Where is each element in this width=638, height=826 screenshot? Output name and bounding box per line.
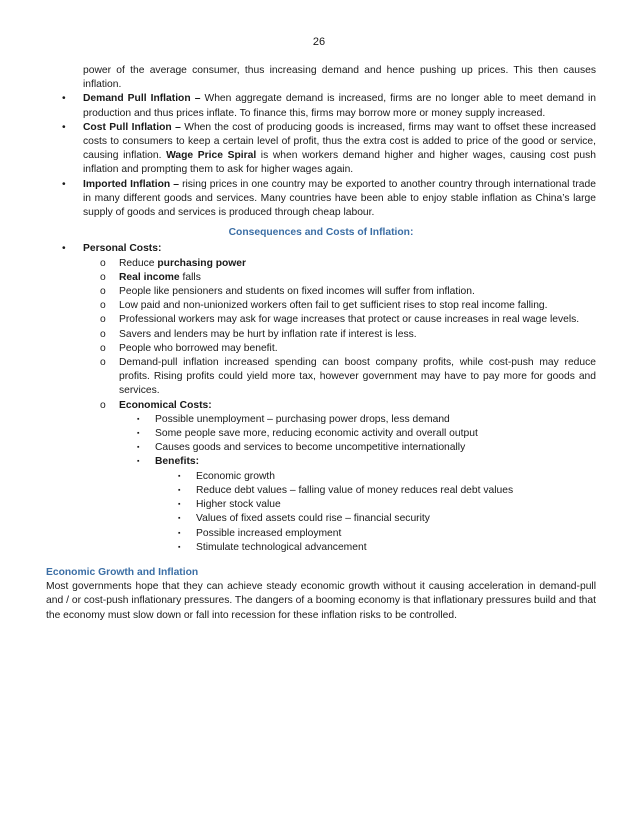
- benefits-label: Benefits:: [155, 456, 200, 468]
- personal-cost-item: [100, 271, 596, 285]
- demand-pull-text: When aggregate demand is increased, firms are no longer able to meet demand in production and thus prices inflate. To finance this, firms may borrow more or money supply increased.: [83, 93, 596, 119]
- circle-bullet-icon: o: [100, 314, 106, 326]
- cost-pull-title: Cost Pull Inflation –: [83, 121, 181, 133]
- circle-bullet-icon: o: [100, 257, 106, 269]
- personal-cost-text: Demand-pull inflation increased spending can boost company profits, while cost-push may reduce profits. Rising profits could yield more tax, however government may have to pay more for goods and services.: [119, 357, 596, 397]
- circle-bullet-icon: o: [100, 300, 106, 312]
- square-bullet-icon: ▪: [178, 472, 181, 480]
- benefit-text: Possible increased employment: [196, 527, 342, 539]
- economical-costs-item: [100, 399, 596, 413]
- square-bullet-icon: ▪: [137, 458, 140, 466]
- demand-pull-item: [62, 92, 596, 120]
- personal-cost-item: [100, 285, 596, 299]
- personal-cost-text: People who borrowed may benefit.: [119, 342, 278, 354]
- personal-cost-item: [100, 313, 596, 327]
- wage-price-spiral-term: Wage Price Spiral: [166, 150, 257, 162]
- benefits-item: [137, 455, 596, 469]
- page-content: [46, 64, 596, 623]
- personal-cost-item: [100, 328, 596, 342]
- personal-cost-item: [100, 356, 596, 399]
- benefit-item: [178, 541, 596, 555]
- economical-costs-label: Economical Costs:: [119, 399, 212, 411]
- personal-cost-text: Professional workers may ask for wage increases that protect or cause increases in real wage levels.: [119, 314, 580, 326]
- personal-costs-list: [46, 257, 596, 399]
- square-bullet-icon: ▪: [178, 501, 181, 509]
- personal-cost-text: People like pensioners and students on fixed incomes will suffer from inflation.: [119, 286, 475, 298]
- demand-pull-title: Demand Pull Inflation –: [83, 93, 201, 105]
- economical-cost-text: Causes goods and services to become uncompetitive internationally: [155, 442, 466, 454]
- personal-cost-emphasis: purchasing power: [157, 257, 247, 269]
- benefit-item: [178, 484, 596, 498]
- benefit-text: Higher stock value: [196, 499, 281, 511]
- circle-bullet-icon: o: [100, 357, 106, 369]
- square-bullet-icon: ▪: [178, 486, 181, 494]
- imported-inflation-text: rising prices in one country may be exported to another country through international trade in many different goods and services. Many countries have been able to enjoy stable inflation as China’s large supply of goods and services is produced through cheap labour.: [83, 178, 596, 219]
- economical-cost-item: [137, 441, 596, 455]
- economical-cost-text: Possible unemployment – purchasing power drops, less demand: [155, 413, 450, 425]
- bullet-icon: •: [62, 93, 66, 105]
- square-bullet-icon: ▪: [178, 515, 181, 523]
- personal-cost-text: Reduce: [119, 257, 158, 269]
- personal-cost-text: Low paid and non-unionized workers often fail to get sufficient rises to stop real income falling.: [119, 300, 548, 312]
- square-bullet-icon: ▪: [178, 529, 181, 537]
- growth-section-heading: Economic Growth and Inflation: [46, 566, 199, 578]
- page-number: 26: [312, 36, 326, 48]
- intro-continuation: power of the average consumer, thus increasing demand and hence pushing up prices. This then causes inflation.: [83, 65, 596, 91]
- benefit-item: [178, 470, 596, 484]
- cost-pull-text: When the cost of producing goods is increased, firms may want to offset these increased costs to consumers to keep a certain level of profit, thus the extra cost is added to price of the good or service, causing inflation.: [83, 121, 596, 162]
- personal-cost-item: [100, 299, 596, 313]
- personal-cost-text: Savers and lenders may be hurt by inflation rate if interest is less.: [119, 328, 417, 340]
- square-bullet-icon: ▪: [178, 543, 181, 551]
- personal-cost-item: [100, 257, 596, 271]
- personal-cost-emphasis: Real income: [119, 271, 180, 283]
- imported-inflation-item: [62, 178, 596, 221]
- benefits-list: [46, 470, 596, 555]
- growth-section-text: Most governments hope that they can achieve steady economic growth without it causing acceleration in demand-pull and / or cost-push inflationary pressures. The dangers of a booming economy is that inflationary pressures build and that the economy must slow down or fall into recession for these inflation risks to be controlled.: [46, 581, 596, 621]
- benefit-text: Stimulate technological advancement: [196, 541, 367, 553]
- personal-costs-label: Personal Costs:: [83, 243, 162, 255]
- circle-bullet-icon: o: [100, 399, 106, 411]
- economical-cost-item: [137, 413, 596, 427]
- circle-bullet-icon: o: [100, 286, 106, 298]
- benefit-text: Economic growth: [196, 470, 275, 482]
- circle-bullet-icon: o: [100, 342, 106, 354]
- benefit-item: [178, 512, 596, 526]
- economical-cost-item: [137, 427, 596, 441]
- benefit-item: [178, 498, 596, 512]
- imported-inflation-title: Imported Inflation –: [83, 178, 179, 190]
- benefit-text: Reduce debt values – falling value of money reduces real debt values: [196, 484, 514, 496]
- consequences-heading: Consequences and Costs of Inflation:: [228, 227, 414, 239]
- benefit-item: [178, 527, 596, 541]
- bullet-icon: •: [62, 243, 66, 255]
- personal-costs-item: [62, 242, 596, 256]
- cost-pull-text-2: is when workers demand higher and higher wages, causing cost push inflation and prompting them to ask for higher wages again.: [83, 150, 596, 176]
- economical-costs-list: [46, 413, 596, 456]
- cost-pull-item: [62, 121, 596, 178]
- circle-bullet-icon: o: [100, 271, 106, 283]
- personal-cost-text-end: falls: [179, 271, 201, 283]
- square-bullet-icon: ▪: [137, 415, 140, 423]
- benefit-text: Values of fixed assets could rise – financial security: [196, 513, 430, 525]
- economical-cost-text: Some people save more, reducing economic activity and overall output: [155, 428, 478, 440]
- bullet-icon: •: [62, 121, 66, 133]
- personal-cost-item: [100, 342, 596, 356]
- circle-bullet-icon: o: [100, 328, 106, 340]
- square-bullet-icon: ▪: [137, 444, 140, 452]
- square-bullet-icon: ▪: [137, 430, 140, 438]
- bullet-icon: •: [62, 178, 66, 190]
